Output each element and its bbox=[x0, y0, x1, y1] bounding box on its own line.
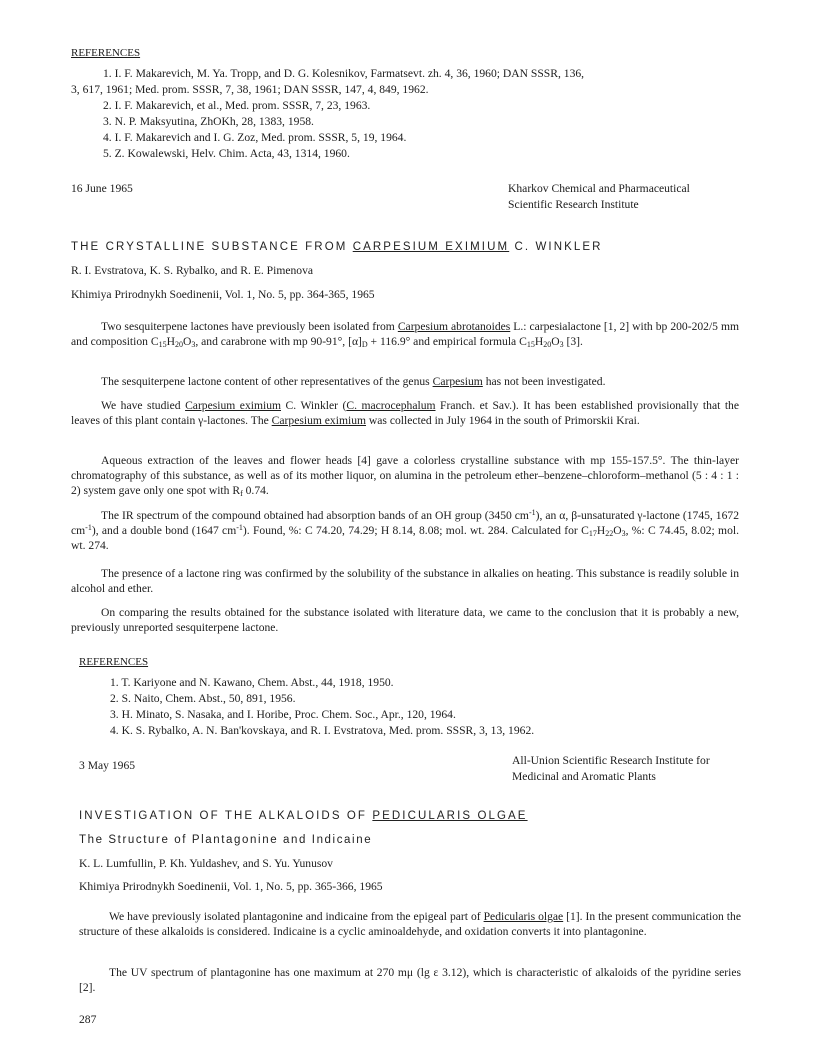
reference-item: 1. T. Kariyone and N. Kawano, Chem. Abst., 44, 1918, 1950. bbox=[110, 676, 394, 689]
references-heading: REFERENCES bbox=[79, 656, 149, 668]
paragraph: Two sesquiterpene lactones have previously been isolated from Carpesium abrotanoides L.: carpesialactone [1, 2] with bp 200-202/5 mm and composition $C_{15}H_{20}O_3$, and carabrone with mp 90-91°, $[\alpha]_D + 116.9^\circ$ and empirical formula $C_{15}H_{20}O_3$ [3]. bbox=[71, 320, 740, 349]
article-authors: R. I. Evstratova, K. S. Rybalko, and R. E. Pimenova bbox=[71, 264, 314, 277]
reference-item: 4. I. F. Makarevich and I. G. Zoz, Med. prom. SSSR, 5, 19, 1964. bbox=[103, 131, 407, 144]
article-title bbox=[79, 810, 528, 822]
submission-date: 16 June 1965 bbox=[71, 182, 133, 195]
reference-item: 3. H. Minato, S. Nasaka, and I. Horibe, Proc. Chem. Soc., Apr., 120, 1964. bbox=[110, 708, 456, 721]
paragraph: The UV spectrum of plantagonine has one maximum at 270 mμ (lg ε 3.12), which is characteristic of alkaloids of the pyridine series [2]. bbox=[79, 966, 741, 994]
paragraph: The IR spectrum of the compound obtained had absorption bands of an OH group (3450 $cm^{-1}$), an α, β-unsaturated γ-lactone (1745, 1672 $cm^{-1}$), and a double bond (1647 $cm^{-1}$). Found, %: C 74.20, 74.29; H 8.14, 8.08; mol. wt. 284. Calculated for $C_{17}H_{22}O_3$, %: C 74.45, 8.02; mol. wt. 274. bbox=[71, 508, 739, 552]
paragraph: The sesquiterpene lactone content of other representatives of the genus Carpesium has not been investigated. bbox=[101, 375, 606, 388]
title-text: C. WINKLER bbox=[509, 241, 603, 253]
page-number: 287 bbox=[79, 1013, 97, 1026]
title-text: THE CRYSTALLINE SUBSTANCE FROM bbox=[71, 241, 353, 253]
title-species: CARPESIUM EXIMIUM bbox=[352, 241, 510, 253]
article-journal: Khimiya Prirodnykh Soedinenii, Vol. 1, No. 5, pp. 365-366, 1965 bbox=[79, 880, 383, 893]
reference-item: 4. K. S. Rybalko, A. N. Ban'kovskaya, and R. I. Evstratova, Med. prom. SSSR, 3, 13, 1962. bbox=[110, 724, 535, 737]
institution-line: Kharkov Chemical and Pharmaceutical bbox=[508, 182, 690, 195]
paragraph: Aqueous extraction of the leaves and flower heads [4] gave a colorless crystalline substance with mp 155-157.5°. The thin-layer chromatography of this substance, as well as of its mother liquor, on alumina in the petroleum ether–benzene–chloroform–methanol (5 : 4 : 1 : 2) system gave only one spot with $R_f$ 0.74. bbox=[71, 454, 739, 498]
article-title bbox=[71, 241, 603, 253]
paragraph: The presence of a lactone ring was confirmed by the solubility of the substance in alkalies on heating. This substance is readily soluble in alcohol and ether. bbox=[71, 567, 739, 595]
reference-item: 3. N. P. Maksyutina, ZhOKh, 28, 1383, 1958. bbox=[103, 115, 314, 128]
institution-line: All-Union Scientific Research Institute for bbox=[512, 754, 710, 767]
institution-line: Scientific Research Institute bbox=[508, 198, 639, 211]
paragraph: We have previously isolated plantagonine and indicaine from the epigeal part of Pedicularis olgae [1]. In the present communication the structure of these alkaloids is considered. Indicaine is a cyclic aminoaldehyde, and oxidation converts it into plantagonine. bbox=[79, 910, 741, 938]
paragraph: We have studied Carpesium eximium C. Winkler (C. macrocephalum Franch. et Sav.). It has been established provisionally that the leaves of this plant contain γ-lactones. The Carpesium eximium was collected in July 1964 in the south of Primorskii Krai. bbox=[71, 399, 739, 427]
reference-item: 2. S. Naito, Chem. Abst., 50, 891, 1956. bbox=[110, 692, 296, 705]
reference-item: 3, 617, 1961; Med. prom. SSSR, 7, 38, 1961; DAN SSSR, 147, 4, 849, 1962. bbox=[71, 83, 429, 96]
title-species: PEDICULARIS OLGAE bbox=[372, 810, 528, 822]
title-text: INVESTIGATION OF THE ALKALOIDS OF bbox=[79, 810, 373, 822]
references-heading: REFERENCES bbox=[71, 47, 141, 59]
reference-item: 2. I. F. Makarevich, et al., Med. prom. SSSR, 7, 23, 1963. bbox=[103, 99, 371, 112]
paragraph: On comparing the results obtained for the substance isolated with literature data, we came to the conclusion that it is probably a new, previously unreported sesquiterpene lactone. bbox=[71, 606, 739, 634]
institution-line: Medicinal and Aromatic Plants bbox=[512, 770, 656, 783]
submission-date: 3 May 1965 bbox=[79, 759, 136, 772]
article-subtitle: The Structure of Plantagonine and Indicaine bbox=[79, 834, 373, 846]
article-authors: K. L. Lumfullin, P. Kh. Yuldashev, and S. Yu. Yunusov bbox=[79, 857, 333, 870]
reference-item: 1. I. F. Makarevich, M. Ya. Tropp, and D. G. Kolesnikov, Farmatsevt. zh. 4, 36, 1960; DAN SSSR, 136, bbox=[103, 67, 585, 80]
reference-item: 5. Z. Kowalewski, Helv. Chim. Acta, 43, 1314, 1960. bbox=[103, 147, 350, 160]
article-journal: Khimiya Prirodnykh Soedinenii, Vol. 1, No. 5, pp. 364-365, 1965 bbox=[71, 288, 375, 301]
